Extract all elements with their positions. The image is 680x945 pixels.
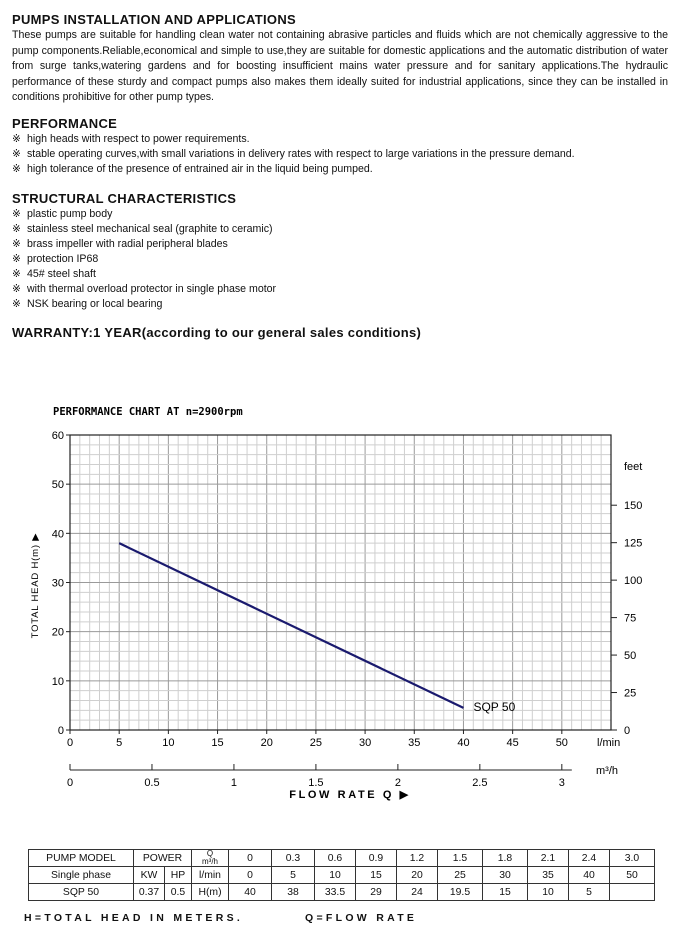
installation-paragraph: These pumps are suitable for handling clean water not containing abrasive particles and fluids which are not chemically aggressive to the pump components.Reliable,economical and simple to use,they are suitable for domestic applications and the automatic distribution of water from surge tanks,watering gardens and for boosting insufficient mains water pressure and for sanitary applications.The hydraulic performance of these sturdy and compact pumps also makes them ideally suited for industrial applications, since they can be installed in conditions prohibitive for other pump types. [12, 29, 668, 103]
y-tick-label: 10 [51, 675, 64, 688]
table-cell: l/min [192, 867, 229, 884]
table-cell: 3.0 [610, 850, 655, 867]
bullet-mark: ※ [12, 133, 21, 145]
y2-tick-label: 25 [624, 687, 637, 700]
x-axis-label: FLOW RATE Q ▶ [289, 789, 411, 801]
table-cell: 15 [356, 867, 397, 884]
table-row [29, 884, 655, 901]
table-cell: 33.5 [315, 884, 356, 901]
bullet-mark: ※ [12, 238, 21, 250]
flow-note: Q=FLOW RATE [305, 912, 418, 924]
table-cell: 35 [528, 867, 569, 884]
table-cell: 2.1 [528, 850, 569, 867]
structural-item: ※ protection IP68 [12, 253, 99, 265]
y-axis-label: TOTAL HEAD H(m) ▶ [30, 532, 41, 639]
x-tick-label: 25 [309, 737, 323, 749]
y-tick-label: 60 [51, 430, 64, 442]
y2-tick-label: 50 [624, 650, 637, 663]
x-tick-label: 40 [457, 737, 470, 749]
x-tick-label: 30 [358, 737, 372, 749]
table-cell: 0 [229, 850, 272, 867]
table-cell: 5 [569, 884, 610, 901]
x-tick-label: 45 [506, 737, 519, 749]
table-cell: 24 [397, 884, 438, 901]
x-tick-label: 50 [555, 737, 568, 749]
performance-heading: PERFORMANCE [12, 116, 118, 131]
structural-item: ※ with thermal overload protector in single phase motor [12, 283, 277, 295]
structural-item: ※ NSK bearing or local bearing [12, 298, 163, 310]
structural-item: ※ plastic pump body [12, 208, 113, 220]
table-cell: 1.8 [483, 850, 528, 867]
bullet-mark: ※ [12, 163, 21, 175]
table-cell: 1.5 [438, 850, 483, 867]
bullet-mark: ※ [12, 283, 21, 295]
structural-item: ※ stainless steel mechanical seal (graphite to ceramic) [12, 223, 273, 235]
bullet-mark: ※ [12, 268, 21, 280]
table-cell: 2.4 [569, 850, 610, 867]
performance-list [12, 132, 575, 177]
y-tick-label: 50 [51, 479, 64, 492]
table-cell: 50 [610, 867, 655, 884]
table-cell: 38 [272, 884, 315, 901]
table-cell: PUMP MODEL [29, 850, 134, 867]
table-cell: 29 [356, 884, 397, 901]
y2-tick-label: 150 [624, 500, 643, 513]
y2-tick-label: 100 [624, 575, 643, 588]
y2-tick-label: 125 [624, 537, 643, 550]
series-line-sqp50 [119, 543, 463, 708]
table-cell: H(m) [192, 884, 229, 901]
table-cell: SQP 50 [29, 884, 134, 901]
table-cell: 0 [229, 867, 272, 884]
x2-tick-label: 0.5 [144, 777, 160, 789]
structural-list [12, 207, 276, 312]
performance-item: ※ high heads with respect to power requirements. [12, 133, 250, 145]
x-tick-label: 35 [408, 737, 421, 749]
table-cell: Single phase [29, 867, 134, 884]
table-cell: 0.9 [356, 850, 397, 867]
table-cell [610, 884, 655, 901]
x-tick-label: 15 [211, 737, 224, 749]
x-tick-label: 5 [116, 737, 123, 749]
table-cell: 19.5 [438, 884, 483, 901]
bullet-mark: ※ [12, 253, 21, 265]
table-cell: 40 [569, 867, 610, 884]
table-cell: 40 [229, 884, 272, 901]
warranty-heading: WARRANTY:1 YEAR(according to our general sales conditions) [12, 325, 422, 340]
table-cell: 15 [483, 884, 528, 901]
x2-tick-label: 3 [558, 777, 565, 789]
y-tick-label: 30 [51, 577, 64, 590]
table-row [29, 867, 655, 884]
structural-heading: STRUCTURAL CHARACTERISTICS [12, 191, 237, 206]
y2-tick-label: 0 [624, 725, 631, 737]
x2-tick-label: 2 [394, 777, 401, 789]
y-tick-label: 20 [51, 626, 64, 639]
table-cell: 0.3 [272, 850, 315, 867]
y2-tick-label: 75 [624, 612, 637, 625]
table-cell: 25 [438, 867, 483, 884]
x2-tick-label: 1.5 [308, 777, 324, 789]
bullet-mark: ※ [12, 223, 21, 235]
q-header-cell: Q m³/h [192, 850, 229, 867]
x-tick-label: 0 [66, 737, 74, 749]
head-note: H=TOTAL HEAD IN METERS. [24, 912, 244, 924]
table-cell: 1.2 [397, 850, 438, 867]
performance-item: ※ high tolerance of the presence of entrained air in the liquid being pumped. [12, 163, 373, 175]
x2-unit-label: m³/h [596, 765, 618, 777]
performance-table [28, 849, 655, 901]
table-cell: 5 [272, 867, 315, 884]
y2-unit-label: feet [624, 461, 643, 474]
chart-title: PERFORMANCE CHART AT n=2900rpm [53, 406, 243, 418]
table-cell: HP [165, 867, 192, 884]
table-cell: 0.5 [165, 884, 192, 901]
x-tick-label: 10 [162, 737, 175, 749]
x-tick-label: 20 [260, 737, 273, 749]
table-cell: 20 [397, 867, 438, 884]
x2-tick-label: 2.5 [472, 777, 488, 789]
bullet-mark: ※ [12, 298, 21, 310]
structural-item: ※ brass impeller with radial peripheral blades [12, 238, 228, 250]
series-label: SQP 50 [473, 699, 516, 714]
table-cell: 30 [483, 867, 528, 884]
x-unit-label: l/min [597, 737, 621, 749]
y-tick-label: 40 [51, 528, 64, 541]
table-cell: POWER [134, 850, 192, 867]
bullet-mark: ※ [12, 148, 21, 160]
bullet-mark: ※ [12, 208, 21, 220]
x2-tick-label: 1 [230, 777, 238, 789]
table-cell: 10 [315, 867, 356, 884]
table-cell: KW [134, 867, 165, 884]
x2-tick-label: 0 [66, 777, 74, 789]
performance-chart [0, 395, 680, 810]
installation-heading: PUMPS INSTALLATION AND APPLICATIONS [12, 12, 296, 27]
table-cell: 0.6 [315, 850, 356, 867]
structural-item: ※ 45# steel shaft [12, 268, 96, 280]
table-cell: 10 [528, 884, 569, 901]
table-cell: 0.37 [134, 884, 165, 901]
performance-item: ※ stable operating curves,with small variations in delivery rates with respect to large variations in the pressure demand. [12, 148, 575, 160]
table-row [29, 850, 655, 867]
y-tick-label: 0 [57, 725, 64, 737]
